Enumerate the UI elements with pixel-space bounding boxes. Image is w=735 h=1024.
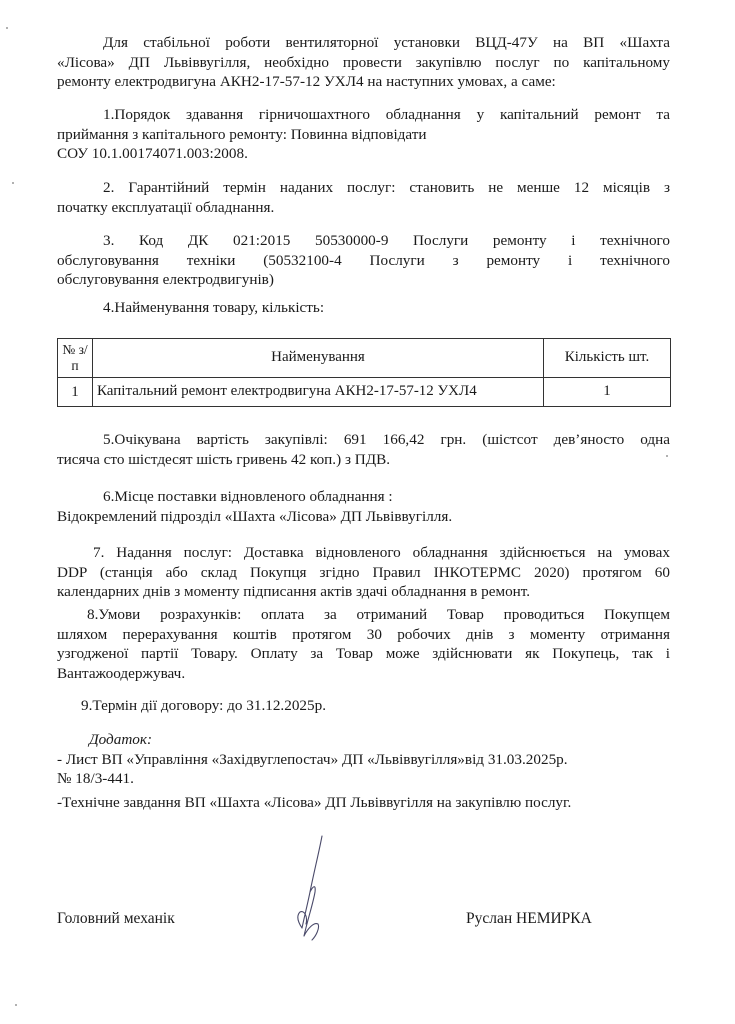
scan-speck [6, 27, 8, 29]
scan-speck [15, 1004, 17, 1006]
header-number: № з/п [58, 339, 93, 378]
item-6-line-2: Відокремлений підрозділ «Шахта «Лісова» ДП Львіввугілля. [57, 507, 453, 525]
header-name: Найменування [93, 339, 544, 378]
intro-line-3: ремонту електродвигуна АКН2-17-57-12 УХЛ4 на наступних умовах, а саме: [57, 73, 556, 90]
item-9-paragraph [57, 696, 670, 716]
item-1-line-3: СОУ 10.1.00174071.003:2008. [57, 145, 248, 162]
item-4-paragraph [57, 298, 670, 318]
scan-speck [666, 455, 668, 457]
attachments-title: Додаток: [89, 731, 153, 748]
item-3-line-2: обслуговування техніки (50532100-4 Послуги з ремонту і технічного [57, 251, 670, 269]
item-7-line-1: 7. Надання послуг: Доставка відновленого обладнання здійснюється на умовах [93, 544, 670, 561]
handwritten-signature [288, 832, 336, 944]
item-8-line-1: 8.Умови розрахунків: оплата за отриманий Товар проводиться Покупцем [87, 606, 670, 623]
attachments-section [57, 730, 670, 812]
header-quantity: Кількість шт. [544, 339, 671, 378]
item-8-line-4: Вантажоодержувач. [57, 664, 186, 682]
item-7-line-3: календарних днів з моменту підписання актів здачі обладнання в ремонт. [57, 583, 531, 600]
row-name: Капітальний ремонт електродвигуна АКН2-17-57-12 УХЛ4 [93, 378, 544, 407]
row-number: 1 [58, 378, 93, 407]
item-1-line-2: приймання з капітального ремонту: Повинна відповідати [57, 125, 427, 143]
item-2-line-2: початку експлуатації обладнання. [57, 198, 275, 216]
item-3-paragraph [57, 231, 670, 290]
item-9-text: 9.Термін дії договору: до 31.12.2025р. [81, 697, 326, 714]
intro-line-1: Для стабільної роботи вентиляторної установки ВЦД-47У на ВП «Шахта [103, 34, 670, 51]
intro-line-2: «Лісова» ДП Львіввугілля, необхідно провести закупівлю послуг по капітальному [57, 53, 670, 71]
item-5-paragraph [57, 430, 670, 469]
row-quantity: 1 [544, 378, 671, 407]
table-row [58, 378, 671, 407]
intro-paragraph [57, 33, 670, 92]
signer-position: Головний механік [57, 910, 175, 927]
item-2-paragraph [57, 178, 670, 217]
item-1-paragraph [57, 105, 670, 164]
table-header-row [58, 339, 671, 378]
attachment-line-1: - Лист ВП «Управління «Західвуглепостач» ДП «Львіввугілля»від 31.03.2025р. [57, 750, 568, 768]
attachment-line-2: № 18/3-441. [57, 770, 134, 787]
scan-speck [12, 182, 14, 184]
item-6-paragraph [57, 487, 670, 526]
item-6-line-1: 6.Місце поставки відновленого обладнання : [103, 488, 393, 505]
item-7-line-2: DDP (станція або склад Покупця згідно Правил ІНКОТЕРМС 2020) протягом 60 [57, 563, 670, 581]
attachment-line-3: -Технічне завдання ВП «Шахта «Лісова» ДП Львіввугілля на закупівлю послуг. [57, 793, 572, 811]
item-1-line-1: 1.Порядок здавання гірничошахтного обладнання у капітальний ремонт та [103, 106, 670, 123]
item-8-line-2: шляхом перерахування коштів протягом 30 робочих днів з моменту отримання [57, 625, 670, 643]
item-2-line-1: 2. Гарантійний термін наданих послуг: становить не менше 12 місяців з [103, 179, 670, 196]
item-5-line-1: 5.Очікувана вартість закупівлі: 691 166,42 грн. (шістсот дев’яносто одна [103, 431, 670, 448]
item-3-line-1: 3. Код ДК 021:2015 50530000-9 Послуги ремонту і технічного [103, 232, 670, 249]
item-8-line-3: узгодженої партії Товару. Оплату за Товар може здійснювати як Покупець, так і [57, 645, 670, 662]
item-3-line-3: обслуговування електродвигунів) [57, 271, 274, 288]
item-8-paragraph [57, 605, 670, 683]
item-4-text: 4.Найменування товару, кількість: [103, 299, 325, 316]
item-5-line-2: тисяча сто шістдесят шість гривень 42 коп.) з ПДВ. [57, 450, 390, 468]
signer-name: Руслан НЕМИРКА [466, 910, 592, 927]
goods-table [57, 338, 671, 407]
item-7-paragraph [57, 543, 670, 602]
